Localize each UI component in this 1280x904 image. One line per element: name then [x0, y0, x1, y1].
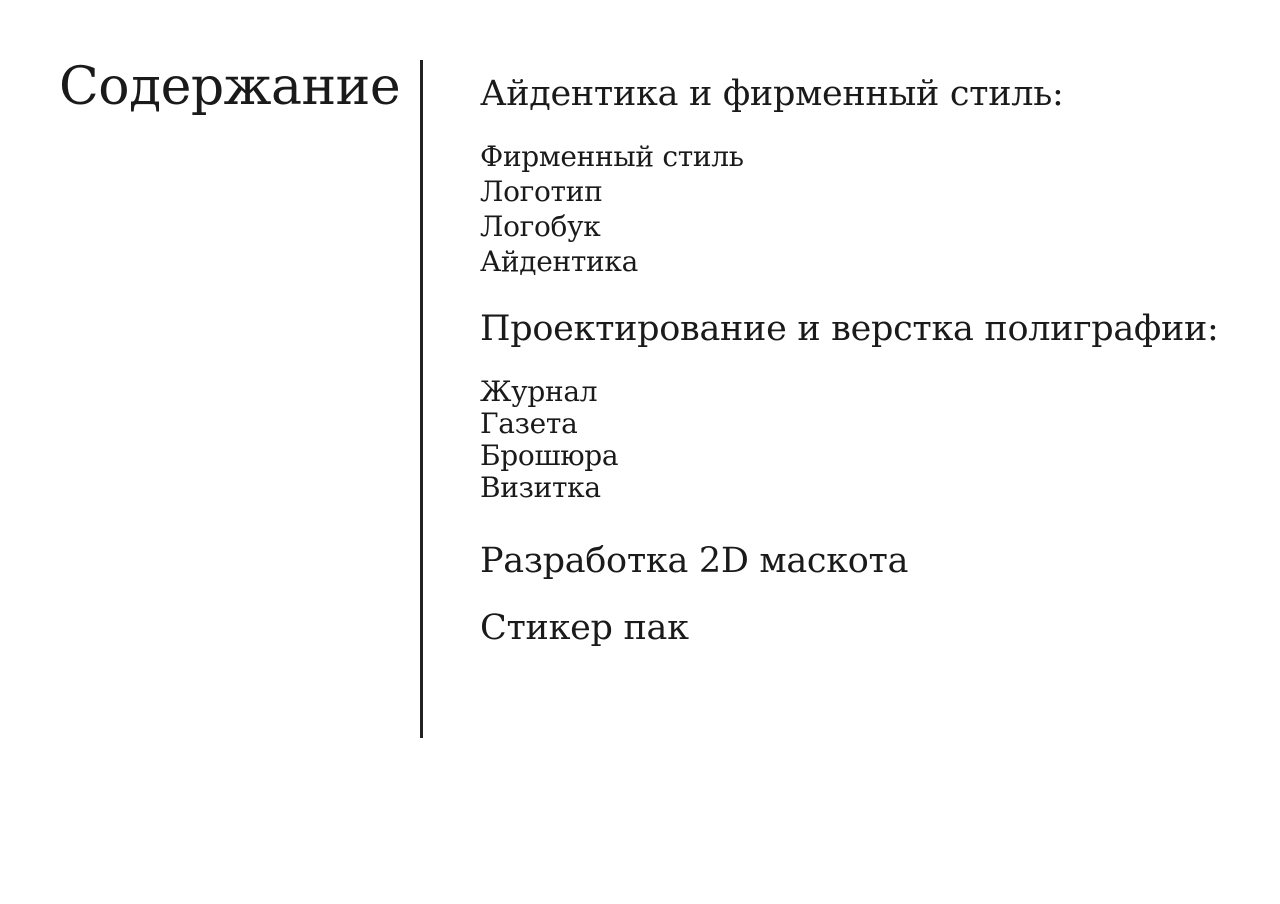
list-item: Брошюра: [480, 439, 619, 472]
list-item: Фирменный стиль: [480, 140, 744, 173]
page-title: Содержание: [59, 57, 401, 117]
list-item: Журнал: [480, 375, 598, 408]
list-item: Визитка: [480, 471, 601, 504]
section-list-identity: [480, 139, 744, 279]
section-heading-mascot: Разработка 2D маскота: [480, 541, 909, 581]
section-heading-sticker-pack: Стикер пак: [480, 608, 689, 648]
list-item: Айдентика: [480, 245, 638, 278]
vertical-divider: [420, 60, 423, 738]
list-item: Логобук: [480, 210, 601, 243]
list-item: Газета: [480, 407, 578, 440]
list-item: Логотип: [480, 175, 603, 208]
section-heading-identity: Айдентика и фирменный стиль:: [480, 74, 1064, 114]
section-heading-print-design: Проектирование и верстка полиграфии:: [480, 309, 1219, 349]
section-list-print-design: [480, 376, 618, 504]
